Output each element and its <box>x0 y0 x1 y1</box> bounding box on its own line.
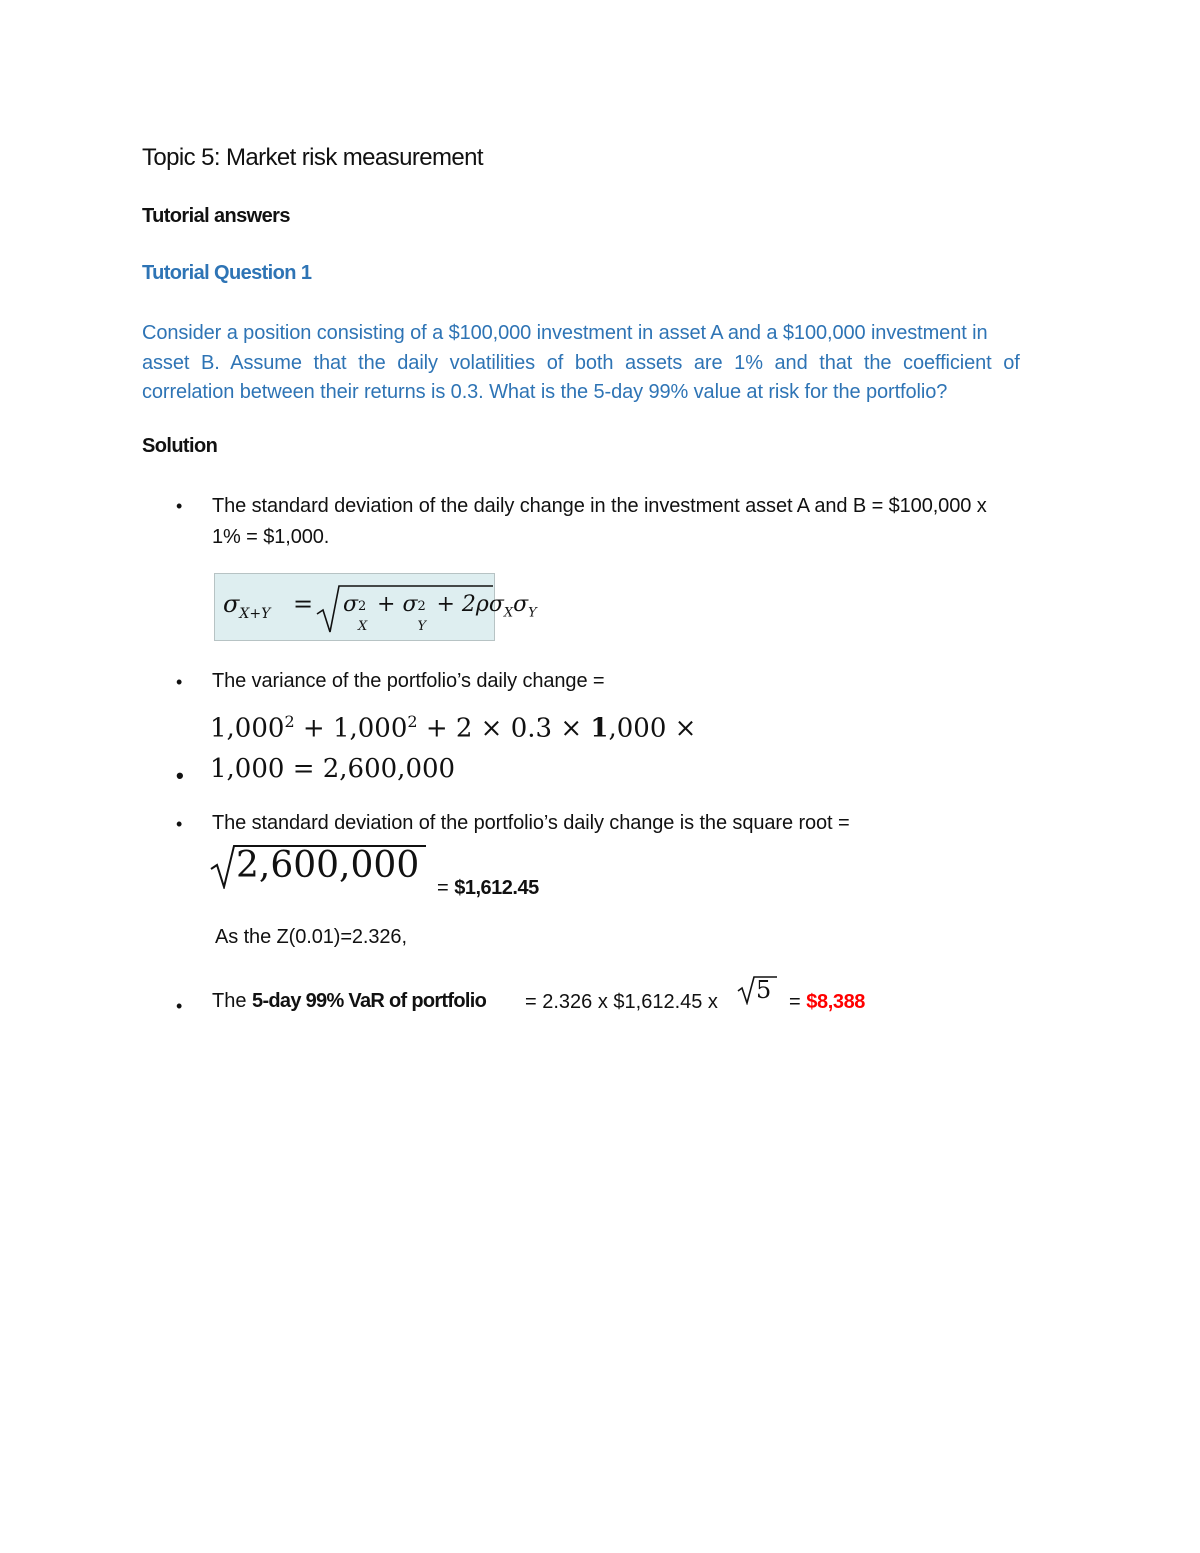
variance-equation-line-1 <box>210 712 696 744</box>
bullet-marker: • <box>176 672 183 692</box>
step4-result-line <box>789 991 865 1014</box>
variance-equation-line-2: 1,000 = 2,600,000 <box>210 754 456 784</box>
sqrt5-radicand: 5 <box>756 976 772 1004</box>
formula-sy-sub: Y <box>417 619 427 634</box>
formula-term-3-sigma-y: σ <box>513 592 529 617</box>
page-title: Topic 5: Market risk measurement <box>142 144 483 171</box>
step1-line-1: The standard deviation of the daily change in the investment asset A and B = $100,000 x <box>212 495 987 517</box>
formula-sy-sup: 2 <box>417 599 426 614</box>
variance-term-b-sup: 2 <box>407 712 418 731</box>
formula-lhs: σ <box>223 590 240 618</box>
variance-term-c: + 2 × 0.3 × <box>417 713 591 744</box>
sqrt-result-value: $1,612.45 <box>454 877 539 899</box>
solution-heading: Solution <box>142 435 218 457</box>
sqrt-result-prefix: = <box>437 877 455 899</box>
question-line-3: correlation between their returns is 0.3. What is the 5-day 99% value at risk for the portfolio? <box>142 381 948 403</box>
document-subtitle: Tutorial answers <box>142 205 290 227</box>
step2-text: The variance of the portfolio’s daily change = <box>212 670 605 692</box>
bullet-marker: • <box>176 496 183 516</box>
var-result-value: $8,388 <box>806 991 866 1013</box>
step4-prefix: The <box>212 990 253 1012</box>
formula-lhs-sub: X+Y <box>239 605 271 622</box>
step1-line-2: 1% = $1,000. <box>212 526 330 548</box>
question-line-1: Consider a position consisting of a $100,000 investment in asset A and a $100,000 investment in <box>142 322 988 344</box>
bullet-marker: • <box>176 996 183 1016</box>
sqrt-result-line <box>437 877 539 900</box>
formula-sigma-y: σ <box>402 592 418 617</box>
variance-term-a-sup: 2 <box>284 712 295 731</box>
question-heading: Tutorial Question 1 <box>142 262 312 284</box>
step3-text: The standard deviation of the portfolio’s daily change is the square root = <box>212 812 850 834</box>
formula-sx-sup: 2 <box>358 599 367 614</box>
question-line-2: asset B. Assume that the daily volatilities of both assets are 1% and that the coefficient of <box>142 352 1020 374</box>
step4-label <box>212 990 486 1013</box>
step4-calculation: = 2.326 x $1,612.45 x <box>525 991 718 1013</box>
formula-sigma-x: σ <box>343 592 359 617</box>
sqrt-radicand: 2,600,000 <box>236 845 420 886</box>
formula-term-3-sub-x: X <box>503 605 514 621</box>
bullet-marker: • <box>176 763 184 788</box>
step4-bold-label: 5-day 99% VaR of portfolio <box>252 990 487 1012</box>
variance-term-c-bold: 1 <box>590 713 609 744</box>
variance-term-b: + 1,000 <box>294 713 408 744</box>
formula-term-3: + 2ρσ <box>436 592 504 617</box>
portfolio-sigma-formula <box>214 573 537 641</box>
step4-equals: = <box>789 991 807 1013</box>
bullet-marker: • <box>176 814 183 834</box>
formula-plus-1: + <box>377 592 396 617</box>
variance-term-d: ,000 × <box>608 713 697 744</box>
formula-sx-sub: X <box>358 619 368 634</box>
z-value-text: As the Z(0.01)=2.326, <box>215 926 407 948</box>
formula-term-3-sub-y: Y <box>528 605 537 621</box>
variance-term-a: 1,000 <box>210 713 285 744</box>
formula-equals: = <box>293 590 314 618</box>
